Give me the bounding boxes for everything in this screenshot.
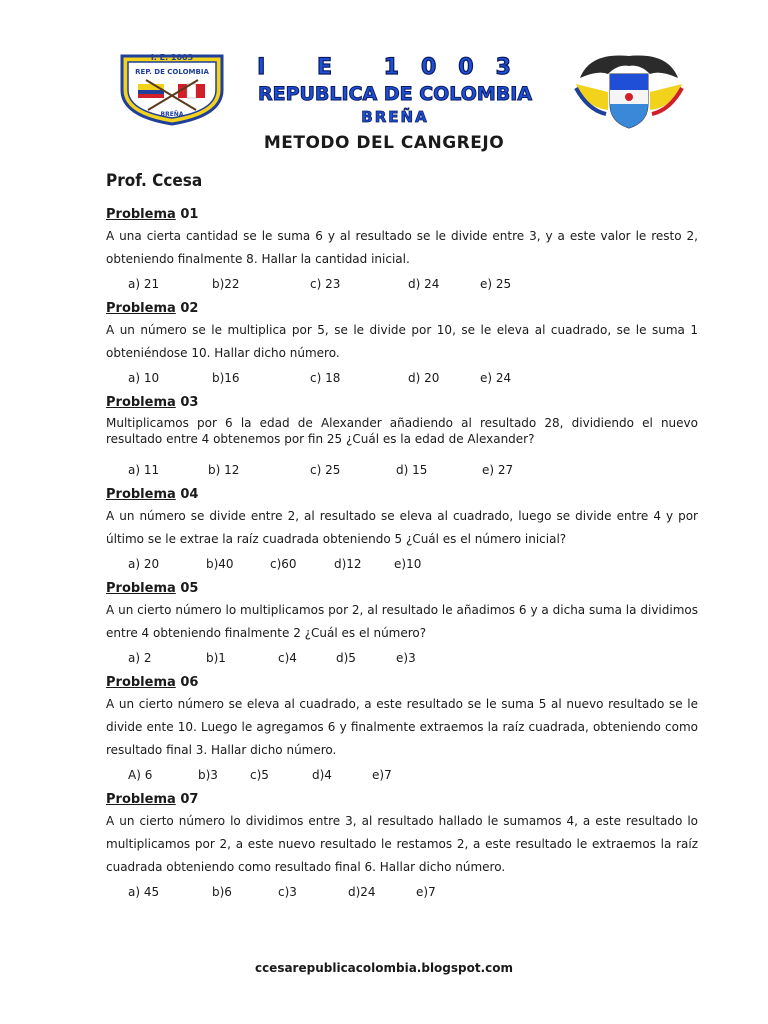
problem-number: 02 [180, 301, 199, 316]
option-c: c) 23 [310, 277, 341, 291]
option-d: d)5 [336, 651, 356, 665]
svg-text:I. E. 1003: I. E. 1003 [150, 53, 194, 62]
option-c: c) 18 [310, 371, 341, 385]
option-a: a) 45 [128, 885, 160, 899]
answer-options [128, 764, 698, 786]
problem-07 [106, 790, 698, 903]
school-logo-icon [118, 50, 226, 126]
option-b: b)1 [206, 651, 226, 665]
answer-options [128, 273, 698, 295]
problem-title [106, 205, 698, 225]
option-e: e)3 [396, 651, 416, 665]
banner-line-3: BREÑA [361, 108, 429, 124]
page-title: METODO DEL CANGREJO [263, 133, 505, 153]
option-b: b)3 [198, 768, 218, 782]
option-e: e) 24 [480, 371, 512, 385]
option-b: b)40 [206, 557, 234, 571]
option-a: a) 2 [128, 651, 152, 665]
answer-options [128, 459, 698, 481]
problem-text: A una cierta cantidad se le suma 6 y al resultado se le divide entre 3, y a este valor le resto 2, obteniendo finalmente 8. Hallar la cantidad inicial. [106, 229, 698, 266]
option-c: c)4 [278, 651, 297, 665]
banner-line-2: REPUBLICA DE COLOMBIA [257, 83, 533, 105]
coat-of-arms-icon [570, 48, 688, 130]
option-a: a) 21 [128, 277, 160, 291]
footer-url: ccesarepublicacolombia.blogspot.com [254, 961, 514, 975]
problem-label: Problema [106, 395, 176, 410]
problem-label: Problema [106, 487, 176, 502]
option-a: a) 20 [128, 557, 160, 571]
school-banner [230, 52, 560, 124]
option-a: a) 11 [128, 463, 160, 477]
option-b: b)16 [212, 371, 240, 385]
problem-number: 03 [180, 395, 199, 410]
problem-title [106, 579, 698, 599]
option-a: A) 6 [128, 768, 153, 782]
option-b: b) 12 [208, 463, 240, 477]
option-d: d) 20 [408, 371, 440, 385]
problem-text: A un número se le multiplica por 5, se le divide por 10, se le eleva al cuadrado, se le suma 1 obteniéndose 10. Hallar dicho número. [106, 323, 698, 360]
problem-01 [106, 205, 698, 295]
problem-number: 05 [180, 581, 199, 596]
problem-text: A un número se divide entre 2, al resultado se eleva al cuadrado, luego se divide entre 4 y por último se le extrae la raíz cuadrada obteniendo 5 ¿Cuál es el número inicial? [106, 509, 698, 546]
option-c: c)3 [278, 885, 297, 899]
problem-title [106, 790, 698, 810]
option-e: e)7 [372, 768, 392, 782]
problem-number: 07 [180, 792, 199, 807]
problem-text: A un cierto número lo multiplicamos por 2, al resultado le añadimos 6 y a dicha suma la dividimos entre 4 obteniendo finalmente 2 ¿Cuál es el número? [106, 603, 698, 640]
option-c: c)60 [270, 557, 297, 571]
option-c: c) 25 [310, 463, 341, 477]
document-header [110, 44, 690, 126]
problem-05 [106, 579, 698, 669]
option-e: e)7 [416, 885, 436, 899]
option-d: d) 24 [408, 277, 440, 291]
answer-options [128, 647, 698, 669]
option-d: d) 15 [396, 463, 428, 477]
problem-text: A un cierto número lo dividimos entre 3, al resultado hallado le sumamos 4, a este resultado lo multiplicamos por 2, a este nuevo resultado le restamos 2, a este resultado le extraemos la raíz cuadrada obteniendo como resultado final 6. Hallar dicho número. [106, 814, 698, 874]
option-e: e)10 [394, 557, 422, 571]
problem-number: 04 [180, 487, 199, 502]
option-e: e) 25 [480, 277, 512, 291]
option-d: d)4 [312, 768, 332, 782]
problem-label: Problema [106, 207, 176, 222]
answer-options [128, 553, 698, 575]
problem-label: Problema [106, 581, 176, 596]
svg-text:BREÑA: BREÑA [160, 111, 184, 118]
problem-02 [106, 299, 698, 389]
problem-text: Multiplicamos por 6 la edad de Alexander añadiendo al resultado 28, dividiendo el nuevo resultado entre 4 obtenemos por fin 25 ¿Cuál es la edad de Alexander? [106, 416, 698, 446]
problem-06 [106, 673, 698, 786]
option-e: e) 27 [482, 463, 514, 477]
problem-title [106, 673, 698, 693]
problem-number: 06 [180, 675, 199, 690]
author-name: Prof. Ccesa [106, 171, 203, 191]
problem-label: Problema [106, 301, 176, 316]
problem-number: 01 [180, 207, 199, 222]
option-a: a) 10 [128, 371, 160, 385]
problem-title [106, 299, 698, 319]
problem-04 [106, 485, 698, 575]
answer-options [128, 367, 698, 389]
answer-options [128, 881, 698, 903]
problem-list [106, 205, 698, 907]
option-d: d)12 [334, 557, 362, 571]
problem-label: Problema [106, 675, 176, 690]
svg-text:REP. DE COLOMBIA: REP. DE COLOMBIA [135, 68, 209, 76]
problem-title [106, 485, 698, 505]
option-b: b)6 [212, 885, 232, 899]
banner-line-1: I E 1003 [257, 55, 533, 80]
problem-title [106, 393, 698, 413]
problem-03 [106, 393, 698, 481]
option-d: d)24 [348, 885, 376, 899]
problem-label: Problema [106, 792, 176, 807]
problem-text: A un cierto número se eleva al cuadrado, a este resultado se le suma 5 al nuevo resultado se le divide ente 10. Luego le agregamos 6 y finalmente extraemos la raíz cuadrada, obteniendo como resultado final 3. Hallar dicho número. [106, 697, 698, 757]
option-b: b)22 [212, 277, 240, 291]
option-c: c)5 [250, 768, 269, 782]
